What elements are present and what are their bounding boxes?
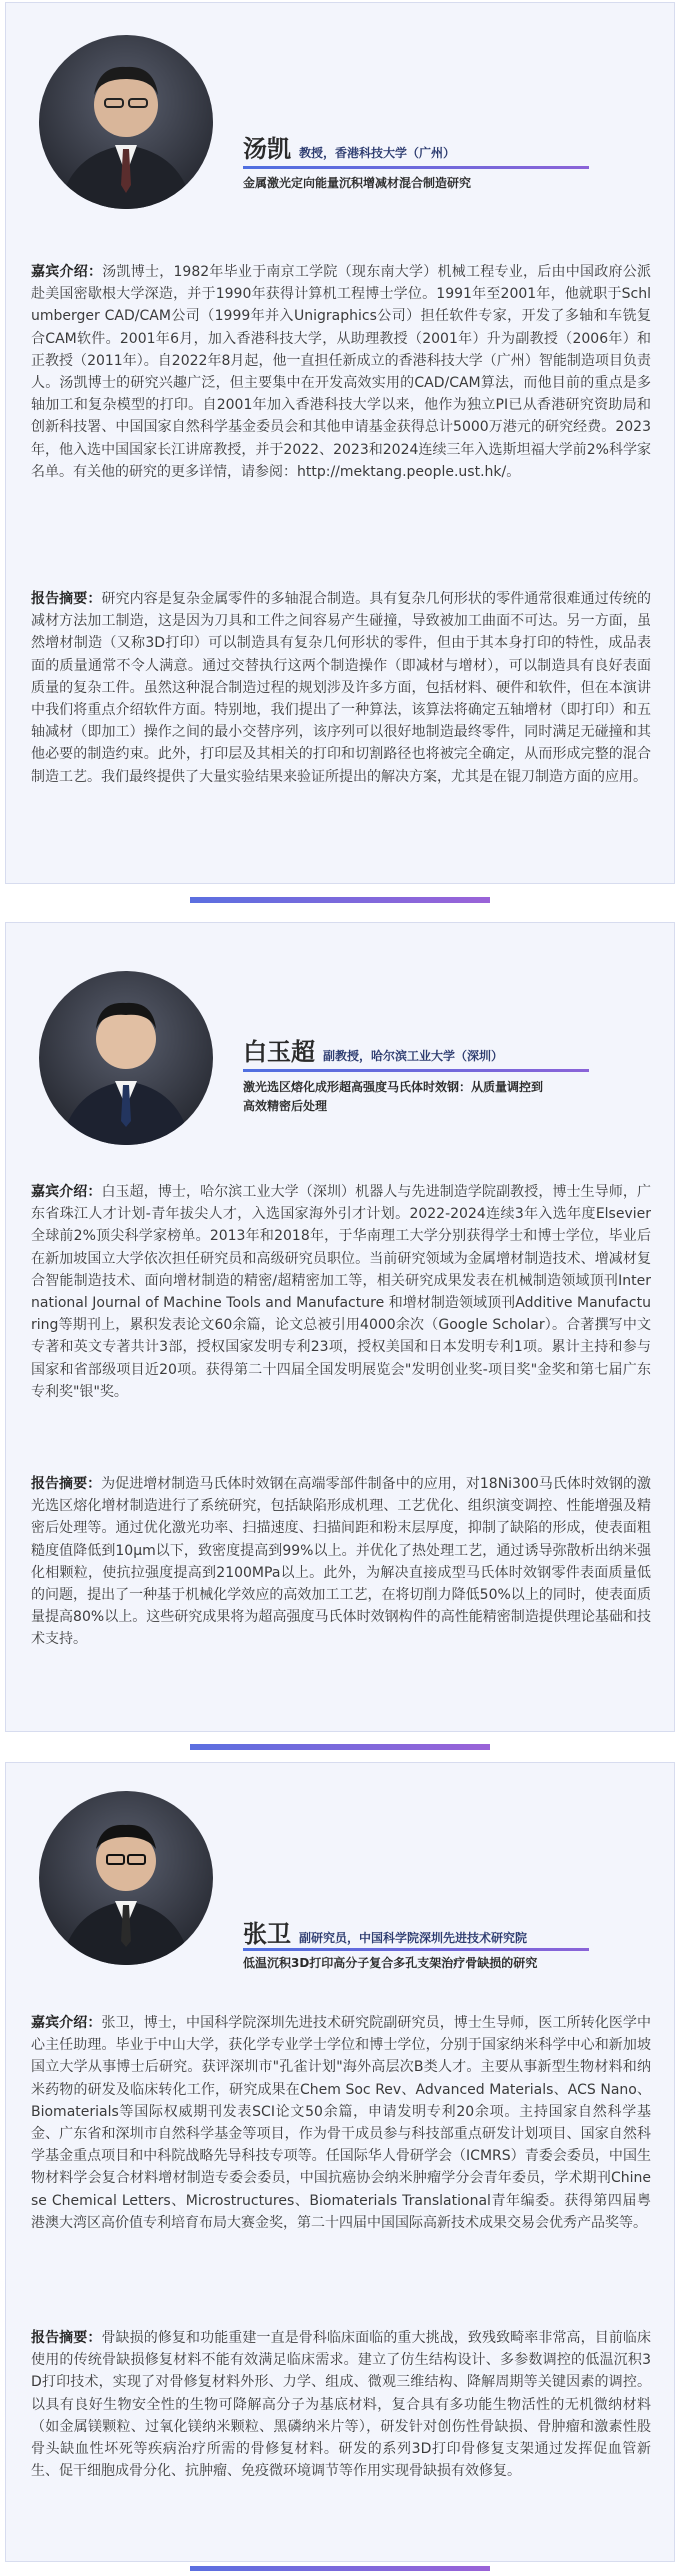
- speaker-title: 副研究员，中国科学院深圳先进技术研究院: [299, 1931, 528, 1945]
- speaker-name: 白玉超: [243, 1037, 315, 1066]
- abstract-label: 报告摘要：: [31, 591, 102, 607]
- speaker-intro: [31, 1181, 651, 1403]
- abstract-text: 为促进增材制造马氏体时效钢在高端零部件制备中的应用，对18Ni300马氏体时效钢的激光选区熔化增材制造进行了系统研究，包括缺陷形成机理、工艺优化、组织演变调控、性能增强及精密后处理等。通过优化激光功率、扫描速度、扫描间距和粉末层厚度，抑制了缺陷的形成，使表面粗糙度值降低到10μm以下，致密度提高到99%以上。并优化了热处理工艺，通过诱导弥散析出纳米强化相颗粒，使抗拉强度提高到2100MPa以上。此外，为解决直接成型马氏体时效钢零件表面质量低的问题，提出了一种基于机械化学效应的高效加工工艺，在将切削力降低50%以上的同时，使表面质量提高80%以上。这些研究成果将为超高强度马氏体时效钢构件的高性能精密制造提供理论基础和技术支持。: [31, 1476, 651, 1648]
- speaker-heading: [243, 1914, 527, 1949]
- speaker-card-3: [5, 1762, 675, 2562]
- speaker-name: 张卫: [243, 1919, 291, 1948]
- heading-underline: [243, 1069, 589, 1072]
- intro-label: 嘉宾介绍：: [31, 2015, 102, 2031]
- talk-abstract: [31, 2327, 651, 2482]
- heading-underline: [243, 1948, 589, 1951]
- abstract-text: 研究内容是复杂金属零件的多轴混合制造。具有复杂几何形状的零件通常很难通过传统的减材方法加工制造，这是因为刀具和工件之间容易产生碰撞，导致被加工曲面不可达。另一方面，虽然增材制造（又称3D打印）可以制造具有复杂几何形状的零件，但由于其本身打印的特性，成品表面的质量通常不令人满意。通过交替执行这两个制造操作（即减材与增材），可以制造具有良好表面质量的复杂工件。虽然这种混合制造过程的规划涉及许多方面，包括材料、硬件和软件，但在本演讲中我们将重点介绍软件方面。特别地，我们提出了一种算法，该算法将确定五轴增材（即打印）和五轴减材（即加工）操作之间的最小交替序列，该序列可以很好地制造最终零件，同时满足无碰撞和其他必要的制造约束。此外，打印层及其相关的打印和切割路径也将被完全确定，从而形成完整的混合制造工艺。我们最终提供了大量实验结果来验证所提出的解决方案，尤其是在锟刀制造方面的应用。: [31, 591, 652, 785]
- intro-text: 汤凯博士，1982年毕业于南京工学院（现东南大学）机械工程专业，后由中国政府公派赴美国密歇根大学深造，并于1990年获得计算机工程博士学位。1991年至2001年，他就职于Schlumberger CAD/CAM公司（1999年并入Unigraphics公司）担任软件专家，开发了多轴和车铣复合CAM软件。2001年6月，加入香港科技大学，从助理教授（2001年）升为副教授（2006年）和正教授（2011年）。自2022年8月起，他一直担任新成立的香港科技大学（广州）智能制造项目负责人。汤凯博士的研究兴趣广泛，但主要集中在开发高效实用的CAD/CAM算法，而他目前的重点是多轴加工和复杂模型的打印。自2001年加入香港科技大学以来，他作为独立PI已从香港研究资助局和创新科技署、中国国家自然科学基金委员会和其他申请基金获得总计5000万港元的研究经费。2023年，他入选中国国家长江讲席教授，并于2022、2023和2024连续三年入选斯坦福大学前2%科学家名单。有关他的研究的更多详情，请参阅：http://mektang.people.ust.hk/。: [31, 264, 651, 480]
- section-divider: [190, 897, 490, 903]
- speaker-name: 汤凯: [243, 134, 291, 163]
- speaker-card-1: [5, 2, 675, 884]
- heading-underline: [243, 166, 589, 169]
- abstract-text: 骨缺损的修复和功能重建一直是骨科临床面临的重大挑战，致残致畸率非常高，目前临床使用的传统骨缺损修复材料不能有效满足临床需求。建立了仿生结构设计、多参数调控的低温沉积3D打印技术，实现了对骨修复材料外形、力学、组成、微观三维结构、降解周期等关键因素的调控。以具有良好生物安全性的生物可降解高分子为基底材料，复合具有多功能生物活性的无机微纳材料（如金属镁颗粒、过氧化镁纳米颗粒、黑磷纳米片等），研发针对创伤性骨缺损、骨肿瘤和激素性股骨头缺血性坏死等疾病治疗所需的骨修复材料。研发的系列3D打印骨修复支架通过发挥促血管新生、促干细胞成骨分化、抗肿瘤、免疫微环境调节等作用实现骨缺损有效修复。: [31, 2330, 652, 2480]
- speaker-title: 教授，香港科技大学（广州）: [299, 146, 456, 160]
- talk-abstract: [31, 1473, 651, 1651]
- talk-topic: 金属激光定向能量沉积增减材混合制造研究: [243, 176, 472, 190]
- speaker-intro: [31, 2012, 651, 2234]
- intro-text: 张卫，博士，中国科学院深圳先进技术研究院副研究员，博士生导师，医工所转化医学中心主任助理。毕业于中山大学，获化学专业学士学位和博士学位，分别于国家纳米科学中心和新加坡国立大学从事博士后研究。获评深圳市"孔雀计划"海外高层次B类人才。主要从事新型生物材料和纳米药物的研发及临床转化工作，研究成果在Chem Soc Rev、Advanced Materials、ACS Nano、Biomaterials等国际权威期刊发表SCI论文50余篇，申请发明专利20余项。主持国家自然科学基金、广东省和深圳市自然科学基金等项目，作为骨干成员参与科技部重点研发计划项目、国家自然科学基金重点项目和中科院战略先导科技专项等。任国际华人骨研学会（ICMRS）青委会委员，中国生物材料学会复合材料增材制造专委会委员，中国抗癌协会纳米肿瘤学分会青年委员，学术期刊Chinese Chemical Letters、Microstructures、Biomaterials Translational青年编委。获得第四届粤港澳大湾区高价值专利培育布局大赛金奖，第二十四届中国国际高新技术成果交易会优秀产品奖等。: [31, 2015, 652, 2231]
- intro-label: 嘉宾介绍：: [31, 1184, 102, 1200]
- speaker-heading: [243, 129, 455, 164]
- talk-topic: 低温沉积3D打印高分子复合多孔支架治疗骨缺损的研究: [243, 1956, 538, 1970]
- intro-label: 嘉宾介绍：: [31, 264, 103, 280]
- speaker-photo: [39, 1791, 213, 1965]
- speaker-card-2: [5, 922, 675, 1732]
- speaker-title: 副教授，哈尔滨工业大学（深圳）: [323, 1049, 504, 1063]
- speaker-intro: [31, 261, 651, 483]
- abstract-label: 报告摘要：: [31, 2330, 102, 2346]
- talk-abstract: [31, 588, 651, 788]
- section-divider: [190, 2566, 490, 2571]
- abstract-label: 报告摘要：: [31, 1476, 102, 1492]
- speaker-photo: [39, 35, 213, 209]
- intro-text: 白玉超，博士，哈尔滨工业大学（深圳）机器人与先进制造学院副教授，博士生导师，广东省珠江人才计划-青年拔尖人才，入选国家海外引才计划。2022-2024连续3年入选年度Elsevier全球前2%顶尖科学家榜单。2013年和2018年，于华南理工大学分别获得学士和博士学位，毕业后在新加坡国立大学依次担任研究员和高级研究员职位。当前研究领域为金属增材制造技术、增减材复合智能制造技术、面向增材制造的精密/超精密加工等，相关研究成果发表在机械制造领域顶刊International Journal of Machine Tools and Manufacture 和增材制造领域顶刊Additive Manufacturing等期刊上，累积发表论文60余篇，论文总被引用4000余次（Google Scholar）。合著撰写中文专著和英文专著共计3部，授权国家发明专利23项，授权美国和日本发明专利1项。累计主持和参与国家和省部级项目近20项。获得第二十四届全国发明展览会"发明创业奖-项目奖"金奖和第七届广东专利奖"银"奖。: [31, 1184, 652, 1400]
- talk-topic: 激光选区熔化成形超高强度马氏体时效钢：从质量调控到高效精密后处理: [243, 1080, 544, 1113]
- speaker-heading: [243, 1032, 503, 1067]
- speaker-photo: [39, 971, 213, 1145]
- section-divider: [190, 1744, 490, 1750]
